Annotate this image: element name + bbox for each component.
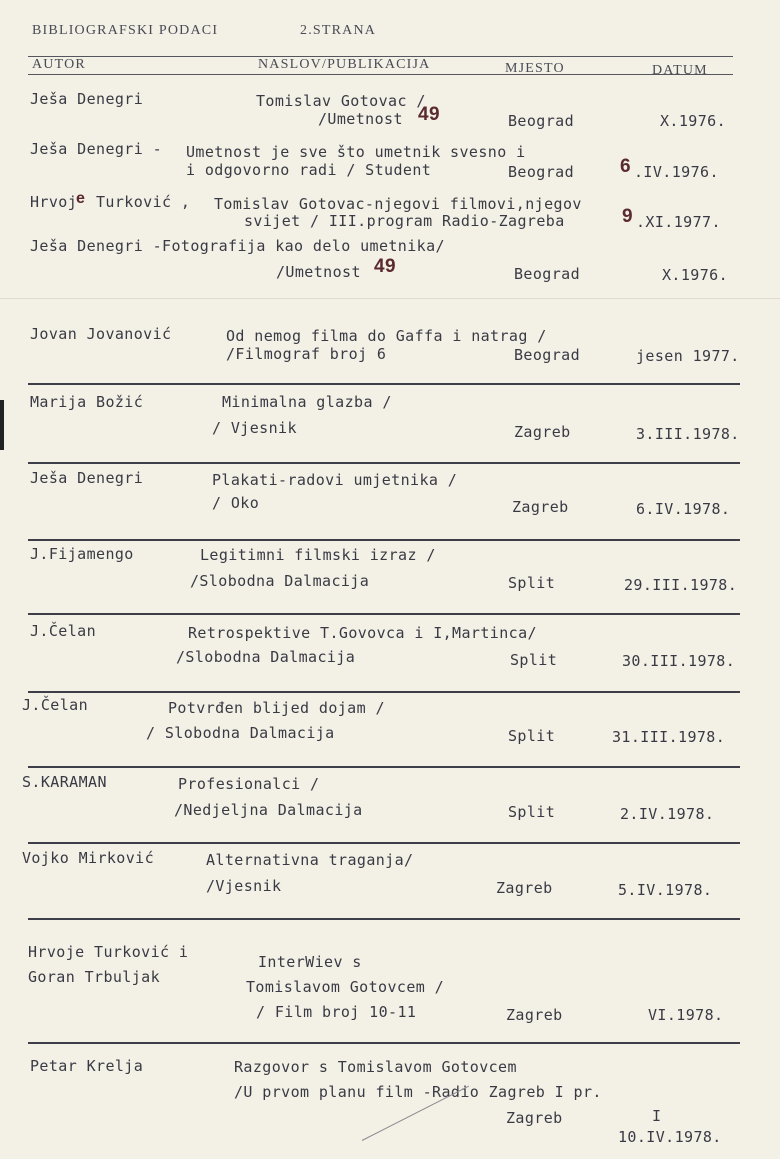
- entry-place: Beograd: [514, 265, 581, 283]
- entry-publication: /Umetnost: [276, 263, 361, 281]
- entry-title: Razgovor s Tomislavom Gotovcem: [234, 1058, 517, 1076]
- entry-separator: [28, 613, 740, 615]
- entry-publication: / Slobodna Dalmacija: [146, 724, 335, 742]
- entry-date: jesen 1977.: [636, 347, 740, 365]
- entry-title: Tomislav Gotovac /: [256, 92, 426, 110]
- entry-separator: [28, 462, 740, 464]
- entry-separator: [28, 918, 740, 920]
- entry-author: Ješa Denegri: [30, 469, 144, 487]
- handwritten-number: 49: [374, 256, 396, 277]
- entry-place: Split: [508, 574, 556, 592]
- entry-title: Profesionalci /: [178, 775, 320, 793]
- entry-separator: [28, 1042, 740, 1044]
- page-label: 2.STRANA: [300, 23, 377, 38]
- entry-author: J.Čelan: [22, 696, 89, 714]
- entry-date: 6.IV.1978.: [636, 500, 731, 518]
- entry-place: Zagreb: [514, 423, 571, 441]
- entry-author: Ješa Denegri -: [30, 140, 163, 158]
- entry-publication: / Vjesnik: [212, 419, 297, 437]
- entry-author: Hrvoje Turković i: [28, 943, 189, 961]
- entry-place: Beograd: [508, 163, 575, 181]
- entry-title: Potvrđen blijed dojam /: [168, 699, 385, 717]
- entry-date: 10.IV.1978.: [618, 1128, 722, 1146]
- entry-author-continued: Goran Trbuljak: [28, 968, 161, 986]
- entry-date: 30.III.1978.: [622, 652, 736, 670]
- entry-title: Minimalna glazba /: [222, 393, 392, 411]
- entry-title: InterWiev s: [258, 953, 362, 971]
- entry-date: 31.III.1978.: [612, 728, 726, 746]
- entry-title-continued: i odgovorno radi / Student: [186, 161, 432, 179]
- entry-title: Od nemog filma do Gaffa i natrag /: [226, 327, 547, 345]
- entry-author: Ješa Denegri: [30, 90, 144, 108]
- entry-publication: /Slobodna Dalmacija: [190, 572, 370, 590]
- column-header-date: DATUM: [652, 63, 708, 78]
- entry-separator: [28, 766, 740, 768]
- entry-title: Tomislav Gotovac-njegovi filmovi,njegov: [214, 195, 582, 213]
- entry-place: Split: [508, 727, 556, 745]
- handwritten-number: 6: [620, 156, 631, 177]
- entry-author: Petar Krelja: [30, 1057, 144, 1075]
- entry-author: J.Čelan: [30, 622, 97, 640]
- entry-date: .IV.1976.: [634, 163, 719, 181]
- header-bottom-rule: [28, 74, 733, 75]
- handwritten-number: 49: [418, 104, 440, 125]
- entry-publication: /Umetnost: [318, 110, 403, 128]
- entry-title: Alternativna traganja/: [206, 851, 414, 869]
- paper-fold-line: [0, 298, 780, 299]
- entry-publication: /Filmograf broj 6: [226, 345, 387, 363]
- entry-place: Beograd: [508, 112, 575, 130]
- handwritten-number: 9: [622, 206, 633, 227]
- entry-date: X.1976.: [660, 112, 727, 130]
- entry-date: X.1976.: [662, 266, 729, 284]
- column-header-author: AUTOR: [32, 57, 86, 72]
- entry-author: Hrvoj: [30, 193, 78, 211]
- column-header-place: MJESTO: [505, 61, 565, 76]
- entry-date: .XI.1977.: [636, 213, 721, 231]
- entry-date: 5.IV.1978.: [618, 881, 713, 899]
- entry-place: Split: [510, 651, 558, 669]
- entry-title-continued: svijet / III.program Radio-Zagreba: [244, 212, 565, 230]
- entry-place: Zagreb: [496, 879, 553, 897]
- entry-title: Legitimni filmski izraz /: [200, 546, 436, 564]
- entry-author: J.Fijamengo: [30, 545, 134, 563]
- entry-author-title: Ješa Denegri -Fotografija kao delo umetnika/: [30, 237, 445, 255]
- entry-separator: [28, 539, 740, 541]
- document-title: BIBLIOGRAFSKI PODACI: [32, 23, 219, 38]
- entry-publication: / Oko: [212, 494, 260, 512]
- entry-place: Split: [508, 803, 556, 821]
- entry-publication: / Film broj 10-11: [256, 1003, 417, 1021]
- entry-date: 29.III.1978.: [624, 576, 738, 594]
- entry-date: 2.IV.1978.: [620, 805, 715, 823]
- entry-mark: I: [652, 1107, 662, 1125]
- entry-publication: /Slobodna Dalmacija: [176, 648, 356, 666]
- entry-title: Retrospektive T.Govovca i I,Martinca/: [188, 624, 537, 642]
- entry-publication: /Nedjeljna Dalmacija: [174, 801, 363, 819]
- entry-place: Zagreb: [506, 1006, 563, 1024]
- entry-author-continued: Turković ,: [96, 193, 191, 211]
- entry-date: VI.1978.: [648, 1006, 724, 1024]
- entry-date: 3.III.1978.: [636, 425, 740, 443]
- entry-author: Jovan Jovanović: [30, 325, 172, 343]
- entry-place: Beograd: [514, 346, 581, 364]
- handwritten-correction: e: [76, 190, 86, 207]
- entry-publication: /Vjesnik: [206, 877, 282, 895]
- entry-separator: [28, 383, 740, 385]
- entry-author: S.KARAMAN: [22, 773, 107, 791]
- entry-place: Zagreb: [512, 498, 569, 516]
- entry-author: Vojko Mirković: [22, 849, 155, 867]
- entry-place: Zagreb: [506, 1109, 563, 1127]
- entry-author: Marija Božić: [30, 393, 144, 411]
- binding-edge-mark: [0, 400, 4, 450]
- entry-title: Plakati-radovi umjetnika /: [212, 471, 458, 489]
- column-header-title: NASLOV/PUBLIKACIJA: [258, 57, 431, 72]
- entry-separator: [28, 842, 740, 844]
- entry-title-continued: Tomislavom Gotovcem /: [246, 978, 445, 996]
- entry-separator: [28, 691, 740, 693]
- entry-publication: /U prvom planu film -Radio Zagreb I pr.: [234, 1083, 602, 1101]
- entry-title: Umetnost je sve što umetnik svesno i: [186, 143, 526, 161]
